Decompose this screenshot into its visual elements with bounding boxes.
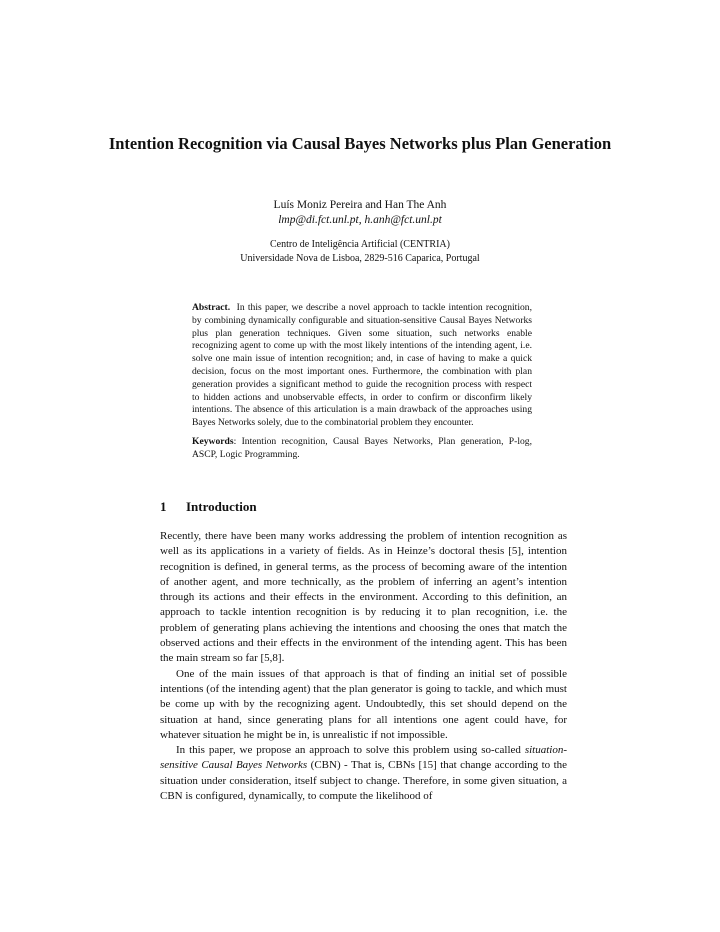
abstract-body	[192, 302, 532, 430]
keywords-text: : Intention recognition, Causal Bayes Networks, Plan generation, P-log, ASCP, Logic Programming.	[192, 435, 532, 460]
affiliation-line-1: Centro de Inteligência Artificial (CENTRIA)	[270, 239, 450, 250]
abstract-label: Abstract.	[192, 302, 231, 313]
keywords	[192, 436, 532, 462]
abstract	[192, 302, 532, 462]
author-emails: lmp@di.fct.unl.pt, h.anh@fct.unl.pt	[278, 214, 442, 226]
affiliation-line-2: Universidade Nova de Lisboa, 2829-516 Caparica, Portugal	[240, 253, 480, 264]
affiliation	[100, 238, 620, 266]
paragraph-2: One of the main issues of that approach is that of finding an initial set of possible intentions (of the intending agent) that the plan generator is going to tackle, and which must be come up with by the recognizing agent. Undoubtedly, this set should depend on the situation at hand, since generating plans for all intentions one agent could have, for whatever situation he might be in, is unrealistic if not impossible.	[160, 667, 567, 741]
paragraph-3	[160, 743, 567, 804]
section-heading	[160, 499, 580, 515]
keywords-label: Keywords	[192, 435, 234, 447]
abstract-text: In this paper, we describe a novel approach to tackle intention recognition, by combining dynamically configurable and situation-sensitive Causal Bayes Networks plus plan generation techniques. Given some situation, such networks enable recognizing agent to come up with the most likely intentions of the intending agent, i.e. solve one main issue of intention recognition; and, in case of having to make a quick decision, focus on the most important ones. Furthermore, the combination with plan generation provides a significant method to guide the recognition process with respect to hidden actions and unobservable effects, in order to confirm or disconfirm likely intentions. The absence of this articulation is a main drawback of the approaches using Bayes Networks solely, due to the combinatorial problem they encounter.	[192, 302, 533, 429]
paragraph-1: Recently, there have been many works addressing the problem of intention recognition as well as its applications in a variety of fields. As in Heinze’s doctoral thesis [5], intention recognition is defined, in general terms, as the process of becoming aware of the intention of another agent, and more technically, as the problem of inferring an agent’s intention through its actions and their effects in the environment. According to this definition, an approach to tackle intention recognition is by reducing it to plan recognition, i.e. the problem of generating plans achieving the intentions and choosing the ones that match the observed actions and their effects in the environment of the intending agent. This has been the main stream so far [5,8].	[160, 530, 567, 665]
paragraph-3-end: (CBN) - That is, CBNs [15] that change according to the situation under consideration, itself subject to change. Therefore, in some given situation, a CBN is configured, dynamically, to compute the likelihood of	[160, 759, 568, 803]
introduction-body	[160, 529, 567, 804]
paragraph-3-start: In this paper, we propose an approach to solve this problem using so-called	[176, 744, 521, 757]
authors: Luís Moniz Pereira and Han The Anh	[273, 199, 447, 211]
paper-title: Intention Recognition via Causal Bayes Networks plus Plan Generation	[108, 134, 612, 153]
paragraph-3-emphasis: situation-sensitive Causal Bayes Networks	[160, 744, 568, 772]
section-title: Introduction	[186, 499, 257, 514]
section-number: 1	[160, 499, 167, 514]
